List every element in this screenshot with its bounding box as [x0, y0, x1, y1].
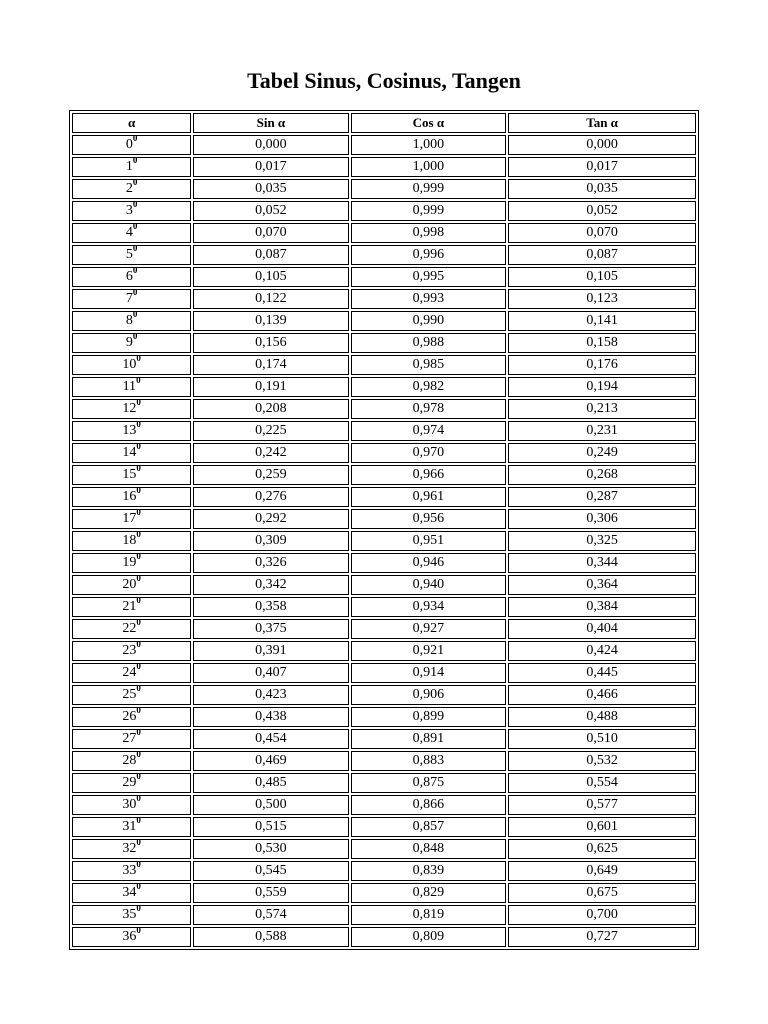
degree-symbol: 0 — [136, 663, 141, 672]
cell-tan: 0,424 — [508, 641, 696, 661]
cell-sin: 0,292 — [193, 509, 349, 529]
table-row — [72, 751, 696, 771]
header-cos: Cos α — [351, 113, 507, 133]
angle-value: 13 — [122, 423, 137, 438]
cell-cos: 0,995 — [351, 267, 507, 287]
cell-tan: 0,231 — [508, 421, 696, 441]
cell-angle — [72, 399, 191, 419]
cell-sin: 0,156 — [193, 333, 349, 353]
degree-symbol: 0 — [136, 575, 141, 584]
degree-symbol: 0 — [136, 751, 141, 760]
cell-tan: 0,532 — [508, 751, 696, 771]
angle-value: 21 — [122, 599, 137, 614]
cell-cos: 0,999 — [351, 201, 507, 221]
table-row — [72, 377, 696, 397]
cell-cos: 0,970 — [351, 443, 507, 463]
cell-cos: 0,946 — [351, 553, 507, 573]
cell-sin: 0,342 — [193, 575, 349, 595]
cell-sin: 0,139 — [193, 311, 349, 331]
cell-tan: 0,268 — [508, 465, 696, 485]
angle-value: 29 — [122, 775, 137, 790]
table-row — [72, 861, 696, 881]
cell-tan: 0,625 — [508, 839, 696, 859]
table-row — [72, 289, 696, 309]
degree-symbol: 0 — [132, 201, 138, 210]
cell-sin: 0,225 — [193, 421, 349, 441]
table-row — [72, 443, 696, 463]
cell-angle — [72, 839, 191, 859]
cell-angle — [72, 355, 191, 375]
angle-value: 17 — [122, 511, 137, 526]
angle-value: 9 — [125, 335, 133, 350]
degree-symbol: 0 — [136, 685, 141, 694]
cell-angle — [72, 443, 191, 463]
angle-value: 6 — [125, 269, 133, 284]
cell-sin: 0,276 — [193, 487, 349, 507]
cell-sin: 0,017 — [193, 157, 349, 177]
degree-symbol: 0 — [136, 465, 141, 474]
cell-cos: 0,819 — [351, 905, 507, 925]
cell-tan: 0,213 — [508, 399, 696, 419]
cell-tan: 0,727 — [508, 927, 696, 947]
cell-cos: 0,966 — [351, 465, 507, 485]
header-sin: Sin α — [193, 113, 349, 133]
cell-tan: 0,466 — [508, 685, 696, 705]
cell-tan: 0,325 — [508, 531, 696, 551]
degree-symbol: 0 — [136, 509, 141, 518]
cell-cos: 1,000 — [351, 157, 507, 177]
cell-cos: 0,809 — [351, 927, 507, 947]
cell-sin: 0,438 — [193, 707, 349, 727]
cell-sin: 0,122 — [193, 289, 349, 309]
cell-tan: 0,052 — [508, 201, 696, 221]
degree-symbol: 0 — [136, 795, 141, 804]
table-row — [72, 619, 696, 639]
cell-angle — [72, 663, 191, 683]
cell-angle — [72, 773, 191, 793]
cell-angle — [72, 377, 191, 397]
cell-tan: 0,194 — [508, 377, 696, 397]
table-row — [72, 311, 696, 331]
angle-value: 15 — [122, 467, 137, 482]
cell-angle — [72, 707, 191, 727]
degree-symbol: 0 — [136, 817, 141, 826]
cell-angle — [72, 487, 191, 507]
table-row — [72, 597, 696, 617]
table-row — [72, 795, 696, 815]
cell-angle — [72, 201, 191, 221]
degree-symbol: 0 — [132, 135, 138, 144]
cell-tan: 0,176 — [508, 355, 696, 375]
angle-value: 14 — [122, 445, 137, 460]
degree-symbol: 0 — [136, 553, 141, 562]
cell-sin: 0,174 — [193, 355, 349, 375]
cell-angle — [72, 421, 191, 441]
cell-sin: 0,391 — [193, 641, 349, 661]
cell-cos: 0,956 — [351, 509, 507, 529]
cell-cos: 0,829 — [351, 883, 507, 903]
table-row — [72, 509, 696, 529]
cell-tan: 0,141 — [508, 311, 696, 331]
angle-value: 30 — [122, 797, 137, 812]
cell-sin: 0,588 — [193, 927, 349, 947]
cell-cos: 0,848 — [351, 839, 507, 859]
cell-sin: 0,407 — [193, 663, 349, 683]
cell-cos: 0,999 — [351, 179, 507, 199]
cell-cos: 0,883 — [351, 751, 507, 771]
degree-symbol: 0 — [136, 729, 141, 738]
cell-angle — [72, 179, 191, 199]
table-row — [72, 245, 696, 265]
cell-tan: 0,105 — [508, 267, 696, 287]
cell-sin: 0,309 — [193, 531, 349, 551]
angle-value: 27 — [122, 731, 137, 746]
cell-cos: 0,988 — [351, 333, 507, 353]
degree-symbol: 0 — [132, 179, 138, 188]
cell-cos: 0,961 — [351, 487, 507, 507]
cell-sin: 0,326 — [193, 553, 349, 573]
degree-symbol: 0 — [132, 157, 138, 166]
angle-value: 18 — [122, 533, 137, 548]
cell-sin: 0,423 — [193, 685, 349, 705]
cell-tan: 0,700 — [508, 905, 696, 925]
page-title: Tabel Sinus, Cosinus, Tangen — [247, 68, 521, 93]
cell-angle — [72, 157, 191, 177]
cell-cos: 0,914 — [351, 663, 507, 683]
cell-cos: 0,951 — [351, 531, 507, 551]
cell-angle — [72, 597, 191, 617]
angle-value: 23 — [122, 643, 137, 658]
degree-symbol: 0 — [136, 597, 141, 606]
cell-sin: 0,105 — [193, 267, 349, 287]
cell-angle — [72, 729, 191, 749]
cell-tan: 0,445 — [508, 663, 696, 683]
cell-tan: 0,123 — [508, 289, 696, 309]
degree-symbol: 0 — [132, 311, 138, 320]
cell-tan: 0,384 — [508, 597, 696, 617]
angle-value: 2 — [125, 181, 133, 196]
degree-symbol: 0 — [136, 641, 141, 650]
cell-tan: 0,344 — [508, 553, 696, 573]
angle-value: 33 — [122, 863, 137, 878]
cell-tan: 0,554 — [508, 773, 696, 793]
angle-value: 32 — [122, 841, 137, 856]
table-row — [72, 641, 696, 661]
cell-angle — [72, 685, 191, 705]
table-row — [72, 575, 696, 595]
angle-value: 1 — [125, 159, 133, 174]
cell-tan: 0,488 — [508, 707, 696, 727]
angle-value: 31 — [122, 819, 137, 834]
cell-cos: 0,985 — [351, 355, 507, 375]
cell-cos: 0,998 — [351, 223, 507, 243]
cell-angle — [72, 751, 191, 771]
degree-symbol: 0 — [136, 531, 141, 540]
cell-tan: 0,000 — [508, 135, 696, 155]
cell-sin: 0,052 — [193, 201, 349, 221]
degree-symbol: 0 — [136, 443, 141, 452]
table-row — [72, 333, 696, 353]
angle-value: 4 — [125, 225, 133, 240]
cell-angle — [72, 553, 191, 573]
cell-sin: 0,500 — [193, 795, 349, 815]
cell-cos: 0,906 — [351, 685, 507, 705]
table-row — [72, 487, 696, 507]
cell-tan: 0,035 — [508, 179, 696, 199]
cell-angle — [72, 289, 191, 309]
cell-cos: 0,927 — [351, 619, 507, 639]
cell-angle — [72, 509, 191, 529]
cell-sin: 0,515 — [193, 817, 349, 837]
degree-symbol: 0 — [136, 355, 141, 364]
cell-sin: 0,454 — [193, 729, 349, 749]
cell-tan: 0,287 — [508, 487, 696, 507]
cell-sin: 0,574 — [193, 905, 349, 925]
degree-symbol: 0 — [132, 333, 138, 342]
degree-symbol: 0 — [132, 245, 138, 254]
cell-angle — [72, 465, 191, 485]
table-row — [72, 927, 696, 947]
angle-value: 8 — [125, 313, 133, 328]
degree-symbol: 0 — [136, 487, 141, 496]
cell-cos: 0,891 — [351, 729, 507, 749]
cell-angle — [72, 333, 191, 353]
cell-angle — [72, 861, 191, 881]
angle-value: 25 — [122, 687, 137, 702]
cell-tan: 0,404 — [508, 619, 696, 639]
cell-cos: 0,993 — [351, 289, 507, 309]
cell-angle — [72, 311, 191, 331]
cell-tan: 0,577 — [508, 795, 696, 815]
degree-symbol: 0 — [136, 421, 141, 430]
degree-symbol: 0 — [136, 905, 141, 914]
table-body — [72, 135, 696, 947]
cell-angle — [72, 267, 191, 287]
table-row — [72, 179, 696, 199]
cell-sin: 0,259 — [193, 465, 349, 485]
angle-value: 10 — [122, 357, 137, 372]
cell-tan: 0,070 — [508, 223, 696, 243]
angle-value: 22 — [122, 621, 137, 636]
cell-cos: 0,978 — [351, 399, 507, 419]
cell-sin: 0,000 — [193, 135, 349, 155]
cell-tan: 0,249 — [508, 443, 696, 463]
cell-cos: 0,996 — [351, 245, 507, 265]
cell-sin: 0,358 — [193, 597, 349, 617]
table-row — [72, 399, 696, 419]
table-row — [72, 465, 696, 485]
angle-value: 7 — [125, 291, 133, 306]
cell-tan: 0,306 — [508, 509, 696, 529]
cell-tan: 0,087 — [508, 245, 696, 265]
table-row — [72, 883, 696, 903]
cell-angle — [72, 531, 191, 551]
cell-angle — [72, 927, 191, 947]
cell-sin: 0,087 — [193, 245, 349, 265]
cell-sin: 0,485 — [193, 773, 349, 793]
angle-value: 12 — [122, 401, 137, 416]
cell-angle — [72, 135, 191, 155]
cell-sin: 0,208 — [193, 399, 349, 419]
cell-cos: 0,934 — [351, 597, 507, 617]
angle-value: 26 — [122, 709, 137, 724]
angle-value: 34 — [122, 885, 137, 900]
cell-cos: 0,982 — [351, 377, 507, 397]
table-header-row — [72, 113, 696, 133]
table-row — [72, 663, 696, 683]
cell-sin: 0,469 — [193, 751, 349, 771]
table-row — [72, 135, 696, 155]
cell-sin: 0,242 — [193, 443, 349, 463]
table-row — [72, 729, 696, 749]
cell-cos: 0,899 — [351, 707, 507, 727]
cell-cos: 0,857 — [351, 817, 507, 837]
cell-cos: 0,974 — [351, 421, 507, 441]
cell-tan: 0,675 — [508, 883, 696, 903]
cell-angle — [72, 575, 191, 595]
cell-sin: 0,559 — [193, 883, 349, 903]
cell-angle — [72, 905, 191, 925]
table-row — [72, 707, 696, 727]
cell-cos: 0,921 — [351, 641, 507, 661]
cell-tan: 0,158 — [508, 333, 696, 353]
cell-sin: 0,530 — [193, 839, 349, 859]
degree-symbol: 0 — [136, 773, 141, 782]
angle-value: 28 — [122, 753, 137, 768]
cell-cos: 1,000 — [351, 135, 507, 155]
angle-value: 5 — [125, 247, 133, 262]
header-angle: α — [72, 113, 191, 133]
table-row — [72, 773, 696, 793]
table-row — [72, 201, 696, 221]
degree-symbol: 0 — [136, 399, 141, 408]
degree-symbol: 0 — [136, 839, 141, 848]
degree-symbol: 0 — [136, 377, 141, 386]
table-row — [72, 223, 696, 243]
angle-value: 36 — [122, 929, 137, 944]
trig-table-container — [69, 110, 699, 950]
degree-symbol: 0 — [132, 267, 138, 276]
cell-cos: 0,839 — [351, 861, 507, 881]
cell-sin: 0,070 — [193, 223, 349, 243]
angle-value: 11 — [122, 379, 137, 394]
degree-symbol: 0 — [136, 707, 141, 716]
cell-sin: 0,375 — [193, 619, 349, 639]
header-tan: Tan α — [508, 113, 696, 133]
cell-cos: 0,875 — [351, 773, 507, 793]
cell-angle — [72, 245, 191, 265]
cell-sin: 0,545 — [193, 861, 349, 881]
table-row — [72, 355, 696, 375]
trig-table — [69, 110, 699, 950]
cell-angle — [72, 795, 191, 815]
angle-value: 16 — [122, 489, 137, 504]
table-row — [72, 531, 696, 551]
angle-value: 0 — [125, 137, 133, 152]
degree-symbol: 0 — [132, 223, 138, 232]
cell-sin: 0,191 — [193, 377, 349, 397]
cell-tan: 0,601 — [508, 817, 696, 837]
angle-value: 3 — [125, 203, 133, 218]
cell-cos: 0,866 — [351, 795, 507, 815]
angle-value: 35 — [122, 907, 137, 922]
table-row — [72, 905, 696, 925]
cell-tan: 0,649 — [508, 861, 696, 881]
cell-angle — [72, 223, 191, 243]
cell-cos: 0,940 — [351, 575, 507, 595]
degree-symbol: 0 — [136, 883, 141, 892]
degree-symbol: 0 — [136, 619, 141, 628]
cell-tan: 0,364 — [508, 575, 696, 595]
degree-symbol: 0 — [136, 861, 141, 870]
cell-angle — [72, 619, 191, 639]
table-row — [72, 839, 696, 859]
cell-angle — [72, 817, 191, 837]
table-row — [72, 817, 696, 837]
table-row — [72, 685, 696, 705]
degree-symbol: 0 — [132, 289, 138, 298]
cell-angle — [72, 883, 191, 903]
table-row — [72, 553, 696, 573]
degree-symbol: 0 — [136, 927, 141, 936]
cell-tan: 0,017 — [508, 157, 696, 177]
table-row — [72, 421, 696, 441]
cell-tan: 0,510 — [508, 729, 696, 749]
angle-value: 19 — [122, 555, 137, 570]
angle-value: 20 — [122, 577, 137, 592]
angle-value: 24 — [122, 665, 137, 680]
table-row — [72, 157, 696, 177]
table-row — [72, 267, 696, 287]
cell-sin: 0,035 — [193, 179, 349, 199]
cell-angle — [72, 641, 191, 661]
cell-cos: 0,990 — [351, 311, 507, 331]
